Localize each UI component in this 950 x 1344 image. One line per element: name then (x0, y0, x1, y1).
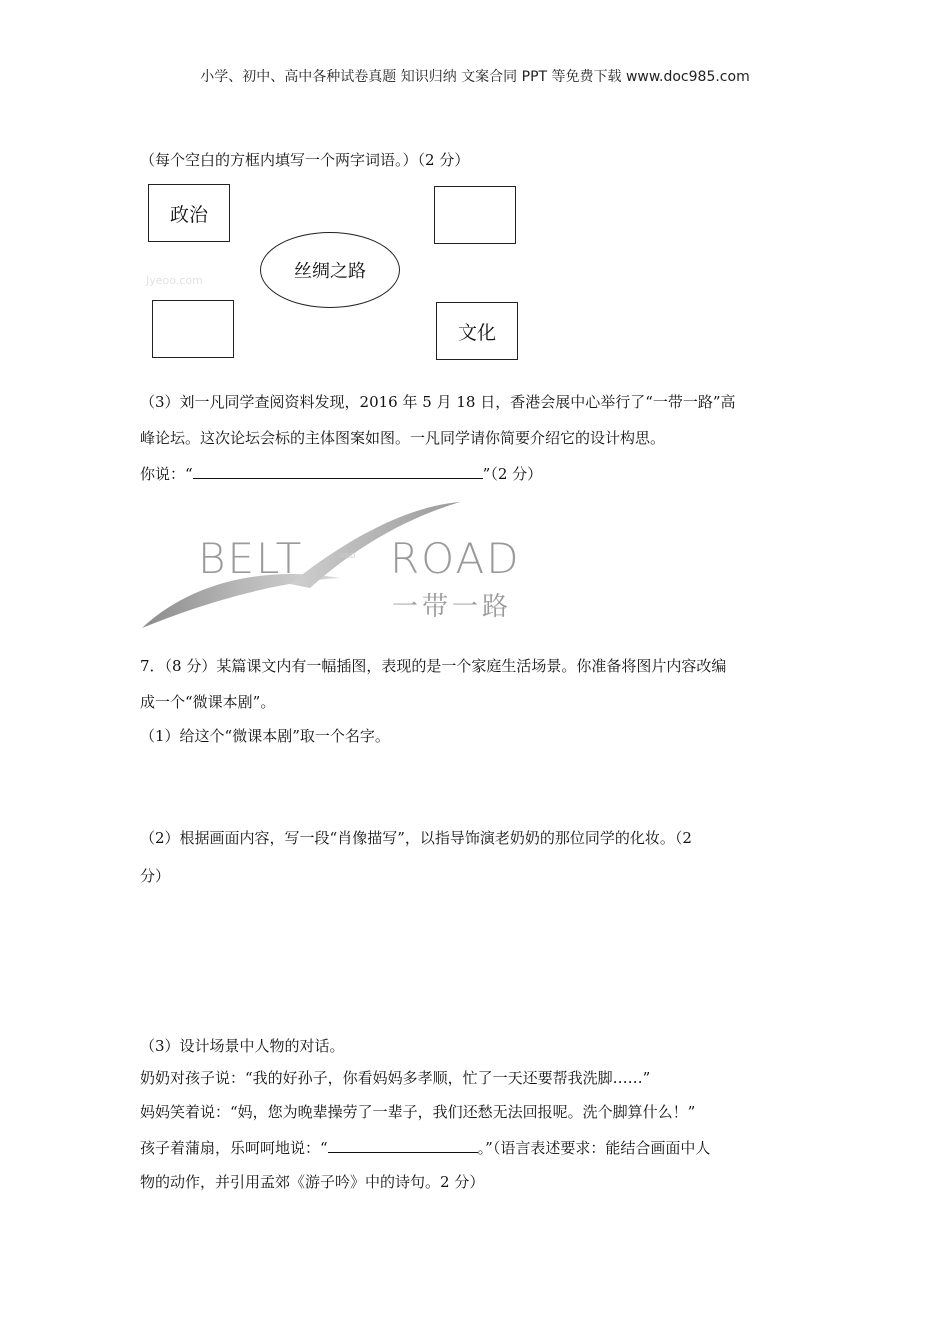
dialog-requirement: 物的动作，并引用孟郊《游子吟》中的诗句。2 分） (140, 1173, 485, 1191)
q3-line1: （3）刘一凡同学查阅资料发现，2016 年 5 月 18 日，香港会展中心举行了“一带一路”高 (140, 393, 736, 411)
q3-answer-blank[interactable] (193, 462, 483, 479)
dialog-mother: 妈妈笑着说：“妈，您为晚辈操劳了一辈子，我们还愁无法回报呢。洗个脚算什么！” (140, 1103, 696, 1121)
diagram-watermark: Jyeoo.com (146, 274, 203, 287)
q7-sub2-line2: 分） (140, 867, 171, 885)
q3-line2: 峰论坛。这次论坛会标的主体图案如图。一凡同学请你简要介绍它的设计构思。 (140, 429, 666, 447)
logo-word-and: AND (340, 552, 356, 560)
q7-line2: 成一个“微课本剧”。 (140, 693, 276, 711)
q3-answer-suffix: ”（2 分） (482, 465, 543, 483)
logo-word-road: ROAD (390, 534, 521, 583)
dialog-child-suffix: 。”（语言表述要求：能结合画面中人 (477, 1139, 711, 1157)
q7-sub3: （3）设计场景中人物的对话。 (140, 1037, 345, 1055)
center-oval: 丝绸之路 (260, 232, 400, 308)
q7-sub2-line1: （2）根据画面内容，写一段“肖像描写”，以指导饰演老奶奶的那位同学的化妆。（2 (140, 829, 692, 847)
dialog-child-blank[interactable] (328, 1136, 478, 1153)
box-top-right (434, 186, 516, 244)
dialog-child-prefix: 孩子着蒲扇，乐呵呵地说：“ (140, 1139, 328, 1157)
box-bottom-right: 文化 (436, 302, 518, 360)
q3-answer-line (140, 462, 542, 484)
dialog-grandma: 奶奶对孩子说：“我的好孙子，你看妈妈多孝顺，忙了一天还要帮我洗脚……” (140, 1069, 651, 1087)
dialog-child-line (140, 1136, 710, 1158)
q7-sub1: （1）给这个“微课本剧”取一个名字。 (140, 727, 390, 745)
logo-word-belt: BELT (198, 534, 304, 583)
belt-road-logo (140, 496, 540, 636)
logo-chinese: 一带一路 (392, 592, 513, 622)
box-bottom-left (152, 300, 234, 358)
q7-line1: 7．（8 分）某篇课文内有一幅插图，表现的是一个家庭生活场景。你准备将图片内容改编 (140, 657, 727, 675)
diagram-instruction: （每个空白的方框内填写一个两字词语。）（2 分） (140, 151, 470, 169)
q3-answer-prefix: 你说：“ (140, 465, 193, 483)
page-header: 小学、初中、高中各种试卷真题 知识归纳 文案合同 PPT 等免费下载 www.doc985.com (200, 69, 750, 85)
box-top-left: 政治 (148, 184, 230, 242)
